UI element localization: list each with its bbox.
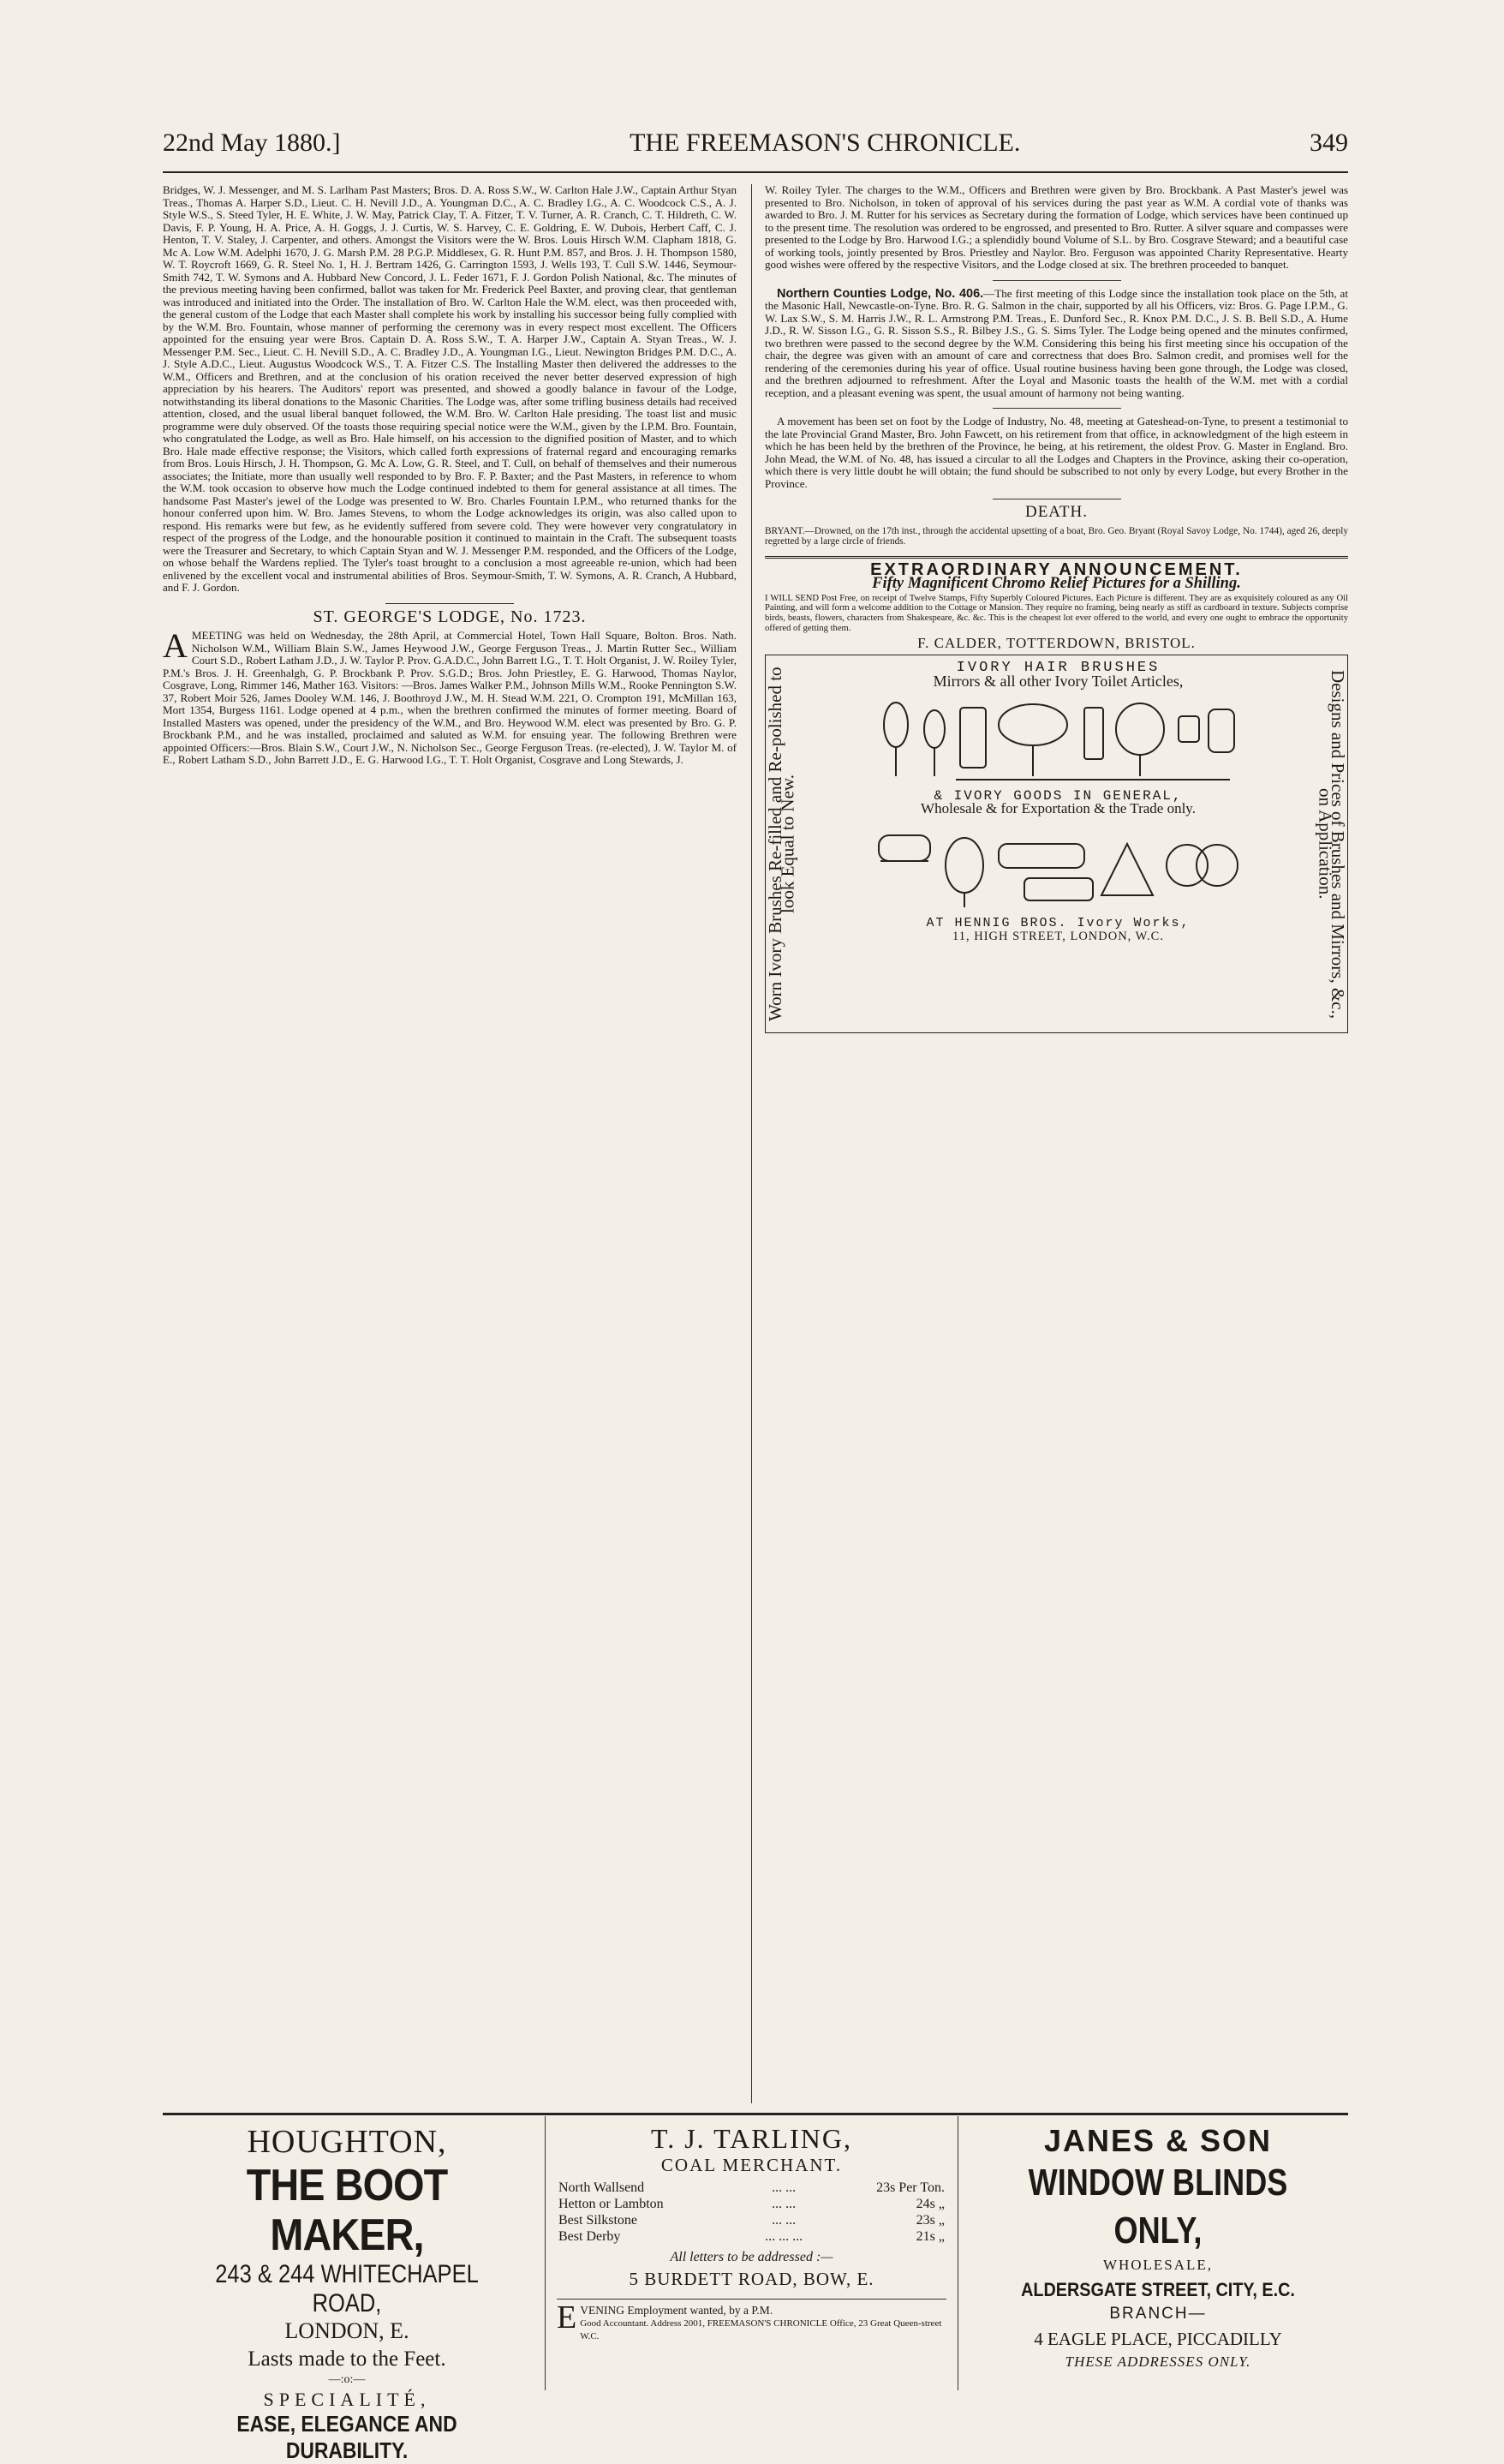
ivory-line-address: 11, HIGH STREET, LONDON, W.C.: [952, 929, 1164, 943]
coal-type: Best Derby: [558, 2229, 621, 2244]
header-page-number: 349: [1309, 129, 1348, 157]
houghton-ease: EASE, ELEGANCE AND DURABILITY.: [236, 2411, 457, 2463]
tarling-trade: COAL MERCHANT.: [660, 2155, 843, 2175]
header-rule: [163, 171, 1348, 173]
northern-counties-body: —The first meeting of this Lodge since the installation took place on the 5th, at the Masonic Hall, Newcastle-on-Tyne. Bro. R. G. Salmon in the chair, supported by all his Officers, viz: Bros. G. Page I.P.M., G. W. Lax S.W., S. M. Harris J.W., R. L. Armstrong P.M. Treas., E. Dunford Sec., R. Knox P.M. D.C., J. S. B. Bell S.D., A. Hume J.D., R. W. Sisson I.G., G. R. Sisson S.S., R. Bilbey J.S., G. S. Sims Tyler. The Lodge being opened and the minutes confirmed, two brethren were passed to the second degree by the W.M. Considering this being his first meeting since his occupation of the chair, the degree was given with an amount of care and correctness that does Bro. Salmon credit, and promises well for the rendering of the ceremonies during his year of office. Usual routine business having been gone through, the Lodge was closed, and the brethren adjourned to refreshment. After the Loyal and Masonic toasts the health of the W.M. met with a cordial reception, and a pleasant evening was spent, the usual amount of harmony not being wanting.: [765, 286, 1348, 399]
price-row: [557, 2196, 946, 2212]
evening-text: VENING Employment wanted, by a P.M.: [580, 2304, 773, 2317]
houghton-lasts: Lasts made to the Feet.: [248, 2347, 446, 2371]
ivory-line-goods: & IVORY GOODS IN GENERAL,: [934, 788, 1183, 804]
northern-counties-report: [765, 288, 1348, 400]
announcement-subtitle: Fifty Magnificent Chromo Relief Pictures for a Shilling.: [872, 575, 1241, 592]
houghton-address: 243 & 244 WHITECHAPEL ROAD,: [215, 2260, 479, 2317]
janes-eagle-place: 4 EAGLE PLACE, PICCADILLY: [1034, 2329, 1282, 2349]
coal-price: 24s „: [916, 2197, 945, 2211]
houghton-advert: [163, 2123, 531, 2464]
ivory-line-hair-brushes: IVORY HAIR BRUSHES: [956, 660, 1161, 677]
announcement-body: I WILL SEND Post Free, on receipt of Twelve Stamps, Fifty Superbly Coloured Pictures. Each Picture is different. They are as exquisitely coloured as any Oil Painting, and will form a welcome addition to the Cottage or Mansion. They require no framing, being nearly as stiff as cardboard in texture. Subjects comprise birds, beasts, flowers, characters from Shakespeare, &c. &c. This is the cheapest lot ever offered to the world, and every one ought to embrace the opportunity offered of getting them.: [765, 593, 1348, 633]
tarling-letters-note: All letters to be addressed :—: [670, 2250, 833, 2264]
testimonial-movement: A movement has been set on foot by the Lodge of Industry, No. 48, meeting at Gateshead-on-Tyne, to present a testimonial to the late Provincial Grand Master, Bro. John Fawcett, on his retirement from that office, in acknowledgment of the high esteem in which he has been held by the brethren of the Province, he being, at his retirement, the oldest Prov. G. Master in England. Bro. John Mead, the W.M. of No. 48, has issued a circular to all the Lodges and Chapters in the Province, asking their co-operation, which there is very little doubt he will obtain; the fund should be subscribed to not only by every Lodge, but every Brother in the Province.: [765, 415, 1348, 490]
toilet-articles-illustration: [870, 691, 1247, 785]
coal-type: Best Silkstone: [558, 2213, 638, 2228]
st-george-lodge-title: ST. GEORGE'S LODGE, No. 1723.: [313, 607, 587, 626]
adverts-top-rule: [163, 2113, 1348, 2115]
northern-counties-title: Northern Counties Lodge, No. 406.: [777, 286, 984, 301]
ivory-line-hennig: AT HENNIG BROS. Ivory Works,: [926, 916, 1191, 931]
evening-employment-notice: [557, 2299, 946, 2342]
coal-type: North Wallsend: [558, 2180, 645, 2195]
janes-these-addresses: THESE ADDRESSES ONLY.: [1065, 2353, 1251, 2370]
brushes-illustration: [870, 818, 1247, 912]
coal-price-list: [557, 2180, 946, 2245]
announcement-title: EXTRAORDINARY ANNOUNCEMENT.: [870, 559, 1243, 579]
janes-wholesale: WHOLESALE,: [1102, 2257, 1214, 2273]
death-title: DEATH.: [1024, 503, 1089, 521]
leader-dots: ... ...: [772, 2197, 797, 2211]
janes-advert: [968, 2123, 1348, 2371]
ivory-right-side-text: Designs and Prices of Brushes and Mirrors, &c., on Application.: [1315, 669, 1348, 1019]
st-george-lodge-report: [163, 626, 737, 767]
leader-dots: ... ...: [772, 2180, 797, 2195]
announcement-signature: F. CALDER, TOTTERDOWN, BRISTOL.: [917, 634, 1196, 651]
coal-price: 23s Per Ton.: [876, 2180, 945, 2195]
right-column: [765, 184, 1348, 2103]
st-george-dropcap: A: [163, 626, 188, 665]
ivory-brushes-advert: [765, 655, 1348, 1033]
section-divider: [385, 603, 514, 604]
houghton-speciality: SPECIALITÉ,: [263, 2389, 431, 2410]
houghton-name: HOUGHTON,: [247, 2124, 447, 2160]
advert-divider: [545, 2116, 546, 2390]
houghton-boot-maker: THE BOOT MAKER,: [246, 2161, 448, 2260]
houghton-city: LONDON, E.: [284, 2318, 409, 2343]
header-title: THE FREEMASON'S CHRONICLE.: [630, 129, 1021, 157]
coal-price: 23s „: [916, 2213, 945, 2228]
evening-dropcap: E: [557, 2300, 577, 2335]
st-george-body: MEETING was held on Wednesday, the 28th April, at Commercial Hotel, Town Hall Square, Bolton. Bros. Nath. Nicholson W.M., William Blain S.W., James Heywood J.W., George Ferguson Treas., J. Martin Rutter Sec., William Court S.D., Robert Latham J.D., J. W. Taylor P. Prov. G.A.D.C., John Barrett I.G., T. T. Holt Organist, J. W. Roiley Tyler, P.M.'s Bros. J. H. Greenhalgh, G. P. Brockbank P. Prov. S.G.D.; Bros. John Priestley, E. G. Harwood, Thomas Naylor, Cosgrave, Long, Rimmer 146, Mather 163. Visitors: —Bros. James Walker P.M., Johnson Mills W.M., Rooke Pennington S.W. 37, Robert Moir 526, James Dooley W.M. 146, J. Boothroyd J.W., M. H. Stead W.M. 221, O. Crompton 191, McMillan 163, Mort 1354, Burgess 1161. Lodge opened at 4 p.m., when the brethren confirmed the minutes of former meeting. Board of Installed Masters was opened, under the presidency of the W.M., and Bro. Heywood W.M. elect was presented by Bro. G. P. Brockbank P.M., and he was installed, proclaimed and saluted as W.M. for ensuing year. The following Brethren were appointed Officers:—Bros. Blain S.W., Court J.W., N. Nicholson Sec., George Ferguson Treas. (re-elected), J. W. Taylor M. of E., Robert Latham S.D., John Barrett J.D., E. G. Harwood I.G., T. T. Holt Organist, Cosgrave and Long Stewards, J.: [163, 629, 737, 766]
death-notice: [765, 503, 1348, 547]
coal-type: Hetton or Lambton: [558, 2197, 664, 2211]
tarling-advert: [557, 2123, 946, 2342]
coal-price: 21s „: [916, 2229, 945, 2244]
price-row: [557, 2212, 946, 2228]
ivory-line-wholesale: Wholesale & for Exportation & the Trade only.: [921, 799, 1196, 816]
leader-dots: ... ... ...: [765, 2229, 803, 2244]
section-divider: [993, 408, 1121, 409]
ivory-left-side-text: Worn Ivory Brushes Re-filled and Re-polished to look Equal to New.: [765, 667, 798, 1021]
price-row: [557, 2228, 946, 2245]
janes-window-blinds: WINDOW BLINDS ONLY,: [1028, 2162, 1288, 2252]
janes-name: JANES & SON: [1043, 2123, 1273, 2158]
ivory-line-mirrors: Mirrors & all other Ivory Toilet Articles,: [933, 672, 1184, 690]
left-column: [163, 184, 737, 2099]
price-row: [557, 2180, 946, 2196]
lodge-report-continued: Bridges, W. J. Messenger, and M. S. Larlham Past Masters; Bros. D. A. Ross S.W., W. Carlton Hale J.W., Captain Arthur Styan Treas., Thomas A. Harper S.D., Lieut. C. H. Nevill J.D., A. Youngman D.C., A. C. Bradley I.G., A. C. Woodcock C.S., A. J. Style W.S., S. Steed Tyler, H. E. White, J. W. May, Patrick Clay, T. A. Fitzer, T. V. Turner, A. R. Cranch, C. T. Hildreth, C. W. Davis, F. P. Young, H. A. Price, A. H. Goggs, J. J. Curtis, W. S. Harvey, C. E. Goldring, E. W. Dubois, Herbert Caff, C. J. Henton, T. V. Staley, J. Carpenter, and others. Amongst the Visitors were the W. Bros. Louis Hirsch W.M. Clapham 1818, G. Mc A. Low W.M. Adelphi 1670, J. G. Marsh P.M. 28 P.G.P. Middlesex, G. R. Hunt P.M. 857, and Bros. J. H. Thompson 1580, W. T. Roycroft 1669, G. R. Steel No. 1, H. J. Bertram 1426, G. Carrington 1593, J. Wells 193, T. Cull S.W. 1446, Seymour-Smith 742, T. W. Symons and A. Hubbard New Concord, J. L. Feder 1671, F. J. Gordon Polish National, &c. The minutes of the previous meeting having been confirmed, ballot was taken for Mr. Frederick Peel Baxter, and proving clear, that gentleman was introduced and initiated into the Order. The installation of Bro. W. Carlton Hale the W.M. elect, was then proceeded with, the general custom of the Lodge that each Master shall complete his work by installing his successor being fully complied with by the W.M. Bro. Fountain, whose manner of performing the ceremony was in every respect most excellent. The Officers appointed for the ensuing year were Bros. Captain D. A. Ross S.W., T. A. Harper J.W., Captain A. Styan Treas., W. J. Messenger P.M. Sec., Lieut. C. H. Nevill S.D., A. C. Bradley J.D., A. Youngman I.G., Lieut. Newington Bridges P.M. D.C., A. J. Style A.D.C., Lieut. Augustus Woodcock W.S., T. A. Fitzer C.S. The Installing Master then delivered the addresses to the W.M., Officers and Brethren, and at the conclusion of his oration received the never better deserved expression of high appreciation by his hearers. The Auditors' report was presented, and showed a goodly balance in favour of the Lodge, notwithstanding its liberal donations to the Masonic Charities. The Lodge was, after some trifling business details had received attention, closed, and the usual liberal banquet followed, the W.M. Bro. W. Carlton Hale presiding. The toast list and music programme were duly observed. Of the toasts those requiring special notice were the W.M., given by the I.P.M. Bro. Fountain, who congratulated the Lodge, as well as Bro. Hale himself, on his accession to the dignified position of Master, and to which Bro. Hale made effective response; the Visitors, which called forth expressions of fraternal regard and encouraging remarks from Bros. Louis Hirsch, J. H. Thompson, G. Mc A. Low, G. R. Steel, and T. Cull, on behalf of themselves and their numerous associates; the Initiate, more than usually well responded to by Bro. F. P. Baxter; and the Past Masters, in reference to whom the W.M. took occasion to observe how much the Lodge continued indebted to them for general assistance at all times. The handsome Past Master's jewel of the Lodge was presented to W. Bro. Charles Fountain I.P.M., who returned thanks for the honour conferred upon him. W. Bro. James Stevens, to whom the Lodge acknowledges its origin, was also called upon to respond. His remarks were but few, as he evidently suffered from severe cold. They were however very congratulatory in respect of the progress of the Lodge, and the honourable position it continued to maintain in the Craft. The subsequent toasts were the Treasurer and Secretary, to which Captain Styan and W. J. Messenger P.M. responded, and the Officers of the Lodge, on whose behalf the Wardens replied. The Tyler's toast brought to a conclusion a most agreeable re-union, which had been enlivened by the excellent vocal and instrumental abilities of Bros. Seymour-Smith, T. W. Symons, A. R. Cranch, A Hubbard, and F. J. Gordon.: [163, 184, 737, 594]
page-header: [163, 129, 1348, 168]
tarling-name: T. J. TARLING,: [651, 2123, 852, 2154]
ivory-center: [829, 662, 1287, 1026]
evening-small-text: Good Accountant. Address 2001, FREEMASON'S CHRONICLE Office, 23 Great Queen-street W.C.: [580, 2318, 942, 2341]
janes-branch: BRANCH—: [1109, 2305, 1207, 2323]
column-divider: [751, 184, 752, 2103]
tarling-address: 5 BURDETT ROAD, BOW, E.: [629, 2269, 874, 2289]
janes-aldersgate: ALDERSGATE STREET, CITY, E.C.: [1021, 2279, 1295, 2300]
death-body: BRYANT.—Drowned, on the 17th inst., through the accidental upsetting of a boat, Bro. Geo. Bryant (Royal Savoy Lodge, No. 1744), aged 26, deeply regretted by a large circle of friends.: [765, 525, 1348, 547]
header-date: 22nd May 1880.]: [163, 129, 341, 157]
houghton-ornament: —:o:—: [328, 2373, 366, 2386]
st-george-report-continued: W. Roiley Tyler. The charges to the W.M., Officers and Brethren were given by Bro. Brockbank. A Past Master's jewel was presented to Bro. Nicholson, in token of approval of his services during the past year as W.M. A cordial vote of thanks was awarded to Bro. J. M. Rutter for his services as Secretary during the formation of Lodge, which services have been continued up to the present time. The resolution was ordered to be engrossed, and presented to Bro. Rutter. A silver square and compasses were presented to the Lodge by Bro. Harwood I.G.; a splendidly bound Volume of S.L. by Bro. Cosgrave Steward; and a beautiful case of working tools, jointly presented by Bros. Priestley and Naylor. Bro. Ferguson was appointed Charity Representative. Hearty good wishes were offered by the respective Visitors, and the Lodge closed at six. The brethren proceeded to banquet.: [765, 184, 1348, 271]
extraordinary-announcement: [765, 556, 1348, 650]
section-divider: [993, 280, 1121, 281]
leader-dots: ... ...: [772, 2213, 797, 2228]
